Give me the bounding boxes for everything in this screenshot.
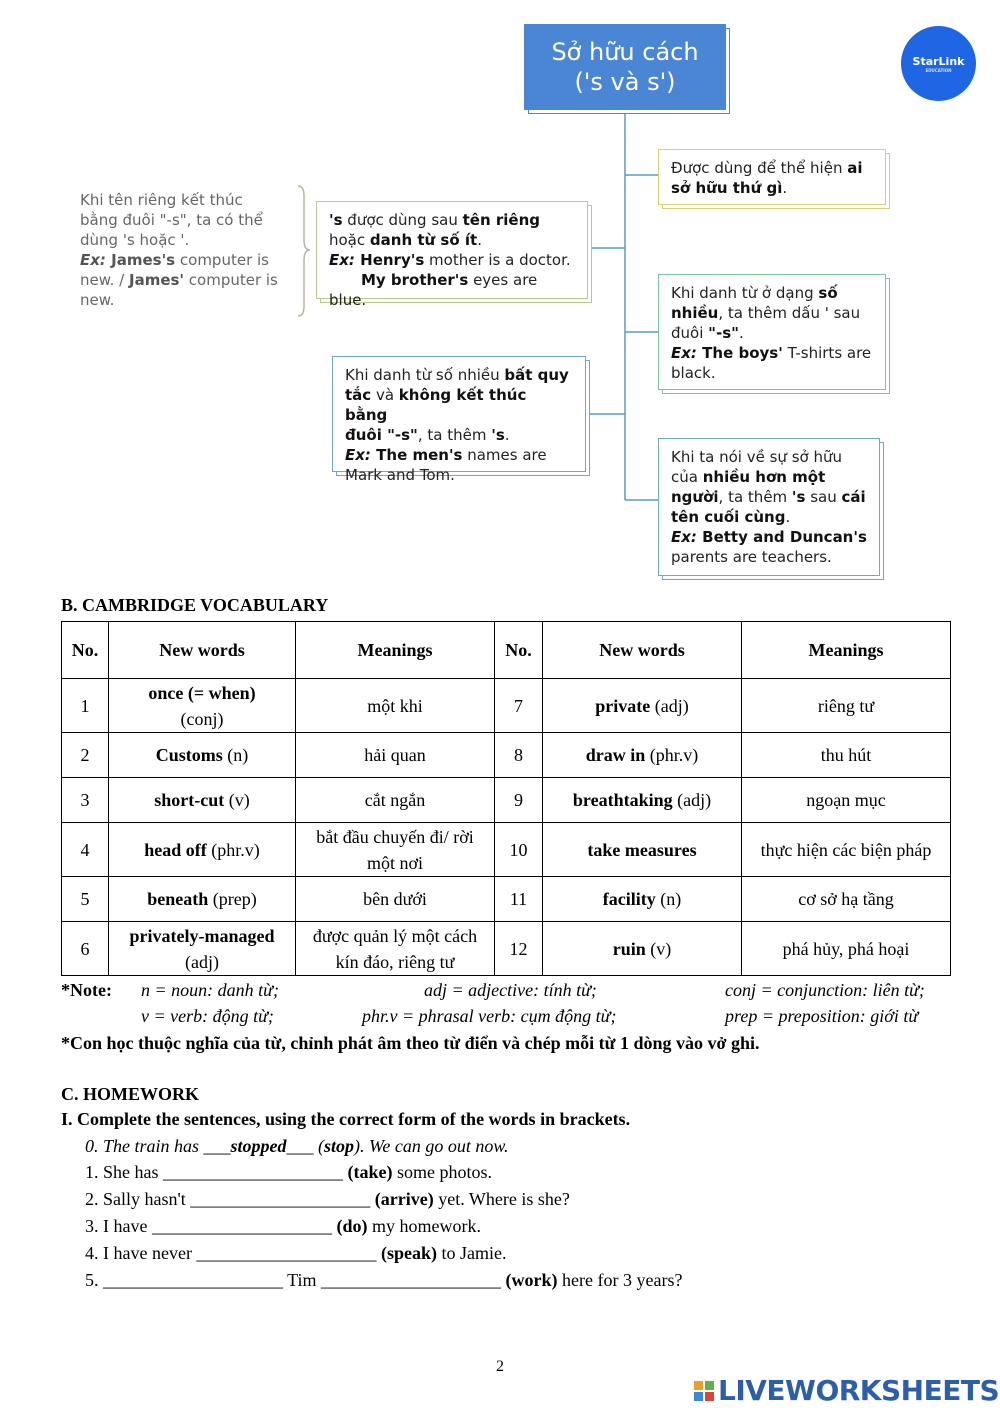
cell-meaning: bên dưới	[296, 877, 495, 922]
note-conj: conj = conjunction: liên từ;	[725, 980, 925, 1000]
cell-word: Customs (n)	[109, 733, 296, 778]
box-singular-proper: 's được dùng sau tên riêng hoặc danh từ số ít. Ex: Henry's mother is a doctor. My brother's eyes are blue.	[316, 201, 588, 299]
page-number: 2	[496, 1358, 504, 1375]
side-note-line: bằng đuôi "-s", ta có thể	[80, 211, 263, 229]
cell-meaning: thu hút	[742, 733, 951, 778]
cell-word: once (= when) (conj)	[109, 679, 296, 733]
note-noun: n = noun: danh từ;	[141, 980, 279, 1000]
cell-word: beneath (prep)	[109, 877, 296, 922]
cell-meaning: được quản lý một cách kín đáo, riêng tư	[296, 922, 495, 976]
note-prep: prep = preposition: giới từ	[725, 1006, 919, 1026]
liveworksheets-icon	[694, 1381, 714, 1401]
col-header: No.	[62, 622, 109, 679]
homework-example: 0. The train has ___stopped___ (stop). We can go out now.	[85, 1136, 509, 1156]
vocab-heading: B. CAMBRIDGE VOCABULARY	[61, 595, 329, 615]
brand-text: LIVEWORKSHEETS	[718, 1374, 1000, 1407]
cell-no: 1	[62, 679, 109, 733]
logo-text: StarLink	[912, 54, 965, 68]
note-adj: adj = adjective: tính từ;	[424, 980, 597, 1000]
side-note-example: new. / James' computer is	[80, 271, 278, 289]
cell-no: 11	[495, 877, 543, 922]
note-phrv: phr.v = phrasal verb: cụm động từ;	[362, 1006, 617, 1026]
homework-item: 2. Sally hasn't ____________________ (arrive) yet. Where is she?	[85, 1189, 570, 1209]
side-note-line: dùng 's hoặc '.	[80, 231, 190, 249]
side-note-example: Ex: James's computer is	[80, 251, 269, 269]
cell-no: 3	[62, 778, 109, 823]
box-usage: Được dùng để thể hiện ai sở hữu thứ gì.	[658, 149, 886, 205]
side-note	[80, 190, 290, 310]
box-plural-s: Khi danh từ ở dạng số nhiều, ta thêm dấu ' sau đuôi "-s". Ex: The boys' T-shirts are black.	[658, 274, 886, 390]
cell-word: take measures	[543, 823, 742, 877]
col-header: Meanings	[742, 622, 951, 679]
vocab-instruction: *Con học thuộc nghĩa của từ, chỉnh phát âm theo từ điển và chép mỗi từ 1 dòng vào vở ghi.	[61, 1033, 760, 1053]
table-row	[62, 922, 951, 976]
cell-no: 8	[495, 733, 543, 778]
cell-meaning: riêng tư	[742, 679, 951, 733]
homework-heading: C. HOMEWORK	[61, 1084, 199, 1104]
homework-item: 3. I have ____________________ (do) my homework.	[85, 1216, 481, 1236]
cell-no: 2	[62, 733, 109, 778]
col-header: No.	[495, 622, 543, 679]
cell-meaning: cơ sở hạ tầng	[742, 877, 951, 922]
table-row	[62, 877, 951, 922]
note-label: *Note:	[61, 980, 112, 1000]
col-header: New words	[109, 622, 296, 679]
cell-word: private (adj)	[543, 679, 742, 733]
side-note-line: Khi tên riêng kết thúc	[80, 191, 243, 209]
logo-sub: EDUCATION	[925, 67, 952, 73]
table-row	[62, 679, 951, 733]
cell-meaning: bắt đầu chuyến đi/ rời một nơi	[296, 823, 495, 877]
homework-item: 1. She has ____________________ (take) some photos.	[85, 1162, 492, 1182]
cell-no: 6	[62, 922, 109, 976]
cell-word: short-cut (v)	[109, 778, 296, 823]
box-irregular-plural: Khi danh từ số nhiều bất quy tắc và không kết thúc bằng đuôi "-s", ta thêm 's. Ex: The men's names are Mark and Tom.	[332, 356, 586, 472]
vocab-table	[61, 621, 951, 976]
diagram-title	[524, 24, 726, 110]
table-row	[62, 733, 951, 778]
homework-item: 5. ____________________ Tim ____________________ (work) here for 3 years?	[85, 1270, 683, 1290]
cell-word: draw in (phr.v)	[543, 733, 742, 778]
homework-item: 4. I have never ____________________ (speak) to Jamie.	[85, 1243, 507, 1263]
note-verb: v = verb: động từ;	[141, 1006, 274, 1026]
cell-meaning: cắt ngắn	[296, 778, 495, 823]
cell-word: privately-managed (adj)	[109, 922, 296, 976]
box-joint-possession: Khi ta nói về sự sở hữu của nhiều hơn một người, ta thêm 's sau cái tên cuối cùng. Ex: Betty and Duncan's parents are teachers.	[658, 438, 880, 576]
table-row	[62, 778, 951, 823]
cell-no: 9	[495, 778, 543, 823]
cell-word: head off (phr.v)	[109, 823, 296, 877]
cell-meaning: phá hủy, phá hoại	[742, 922, 951, 976]
possessive-diagram	[0, 0, 1000, 590]
diagram-title-line2: ('s và s')	[574, 68, 676, 96]
cell-no: 7	[495, 679, 543, 733]
cell-meaning: thực hiện các biện pháp	[742, 823, 951, 877]
cell-no: 12	[495, 922, 543, 976]
cell-meaning: ngoạn mục	[742, 778, 951, 823]
cell-word: facility (n)	[543, 877, 742, 922]
liveworksheets-logo[interactable]	[694, 1374, 999, 1407]
starlink-logo	[901, 26, 976, 101]
side-note-line: new.	[80, 291, 115, 309]
col-header: Meanings	[296, 622, 495, 679]
table-header-row	[62, 622, 951, 679]
homework-task: I. Complete the sentences, using the correct form of the words in brackets.	[61, 1109, 631, 1129]
col-header: New words	[543, 622, 742, 679]
cell-word: breathtaking (adj)	[543, 778, 742, 823]
cell-no: 10	[495, 823, 543, 877]
cell-word: ruin (v)	[543, 922, 742, 976]
cell-meaning: hải quan	[296, 733, 495, 778]
table-row	[62, 823, 951, 877]
cell-no: 4	[62, 823, 109, 877]
cell-no: 5	[62, 877, 109, 922]
cell-meaning: một khi	[296, 679, 495, 733]
diagram-title-line1: Sở hữu cách	[551, 38, 699, 66]
